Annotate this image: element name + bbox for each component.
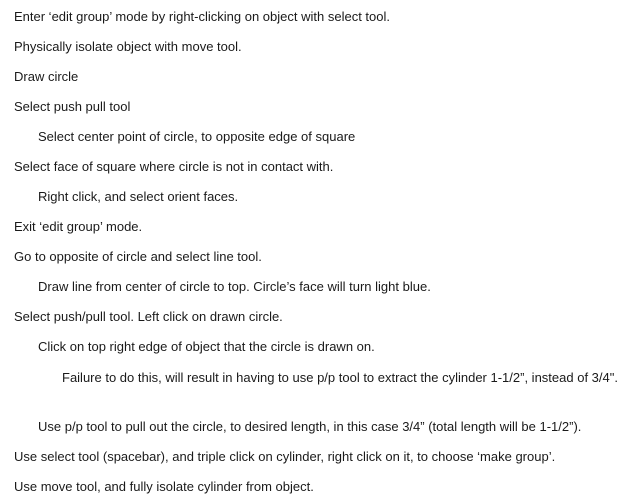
substep-orient-faces: Right click, and select orient faces.: [38, 189, 239, 204]
substep-select-center-point: Select center point of circle, to opposite edge of square: [38, 129, 356, 144]
step-draw-circle: Draw circle: [14, 69, 79, 84]
step-isolate-object: Physically isolate object with move tool.: [14, 39, 242, 54]
step-exit-edit-group: Exit ‘edit group’ mode.: [14, 219, 143, 234]
step-isolate-cylinder: Use move tool, and fully isolate cylinder from object.: [14, 479, 314, 494]
substep-pull-out-circle: Use p/p tool to pull out the circle, to desired length, in this case 3/4” (total length will be 1-1/2”).: [38, 419, 582, 434]
substep-draw-line: Draw line from center of circle to top. Circle’s face will turn light blue.: [38, 279, 431, 294]
step-select-push-pull: Select push pull tool: [14, 99, 131, 114]
step-edit-group-mode: Enter ‘edit group’ mode by right-clicking on object with select tool.: [14, 9, 390, 24]
step-push-pull-circle: Select push/pull tool. Left click on drawn circle.: [14, 309, 283, 324]
step-select-face: Select face of square where circle is not in contact with.: [14, 159, 334, 174]
note-failure-warning: Failure to do this, will result in having to use p/p tool to extract the cylinder 1-1/2”, instead of 3/4".: [62, 370, 618, 385]
substep-click-top-right-edge: Click on top right edge of object that the circle is drawn on.: [38, 339, 375, 354]
step-make-group: Use select tool (spacebar), and triple click on cylinder, right click on it, to choose ‘make group’.: [14, 449, 556, 464]
step-select-line-tool: Go to opposite of circle and select line tool.: [14, 249, 262, 264]
